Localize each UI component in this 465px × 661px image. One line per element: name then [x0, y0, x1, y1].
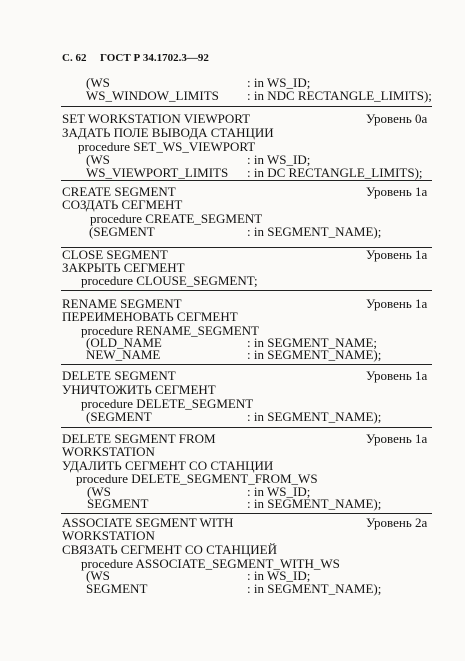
param-name: SEGMENT [87, 496, 149, 511]
param-type: : in WS_ID; [247, 568, 311, 583]
section-title-en: WORKSTATION [62, 444, 155, 459]
param-name: (WS [86, 152, 110, 167]
param-type: : in SEGMENT_NAME); [247, 496, 382, 511]
param-name: (OLD_NAME [86, 335, 162, 350]
section-divider [61, 364, 432, 365]
section-title-en: DELETE SEGMENT FROM [62, 431, 216, 446]
param-name: SEGMENT [86, 581, 148, 596]
param-type: : in NDC RECTANGLE_LIMITS); [247, 88, 432, 103]
param-type: : in DC RECTANGLE_LIMITS); [247, 165, 423, 180]
section-divider [61, 106, 432, 107]
param-type: : in SEGMENT_NAME); [247, 409, 382, 424]
section-divider [61, 427, 432, 428]
param-name: (WS [86, 75, 110, 90]
level-label: Уровень 0а [366, 111, 428, 126]
param-type: : in SEGMENT_NAME); [247, 347, 382, 362]
level-label: Уровень 1а [366, 296, 428, 311]
procedure-declaration: procedure CREATE_SEGMENT [90, 211, 263, 226]
level-label: Уровень 1а [366, 368, 428, 383]
section-title-en: DELETE SEGMENT [62, 368, 176, 383]
section-title-ru: СВЯЗАТЬ СЕГМЕНТ СО СТАНЦИЕЙ [62, 542, 277, 557]
section-title-en: CLOSE SEGMENT [62, 247, 168, 262]
section-title-ru: СОЗДАТЬ СЕГМЕНТ [62, 197, 183, 212]
procedure-declaration: procedure DELETE_SEGMENT_FROM_WS [76, 471, 318, 486]
param-name: WS_VIEWPORT_LIMITS [86, 165, 229, 180]
param-type: : in SEGMENT_NAME); [247, 581, 382, 596]
section-title-ru: ЗАКРЫТЬ СЕГМЕНТ [62, 260, 185, 275]
level-label: Уровень 1а [366, 247, 428, 262]
procedure-declaration: procedure DELETE_SEGMENT [81, 396, 254, 411]
section-title-ru: ПЕРЕИМЕНОВАТЬ СЕГМЕНТ [62, 309, 238, 324]
section-title-ru: УНИЧТОЖИТЬ СЕГМЕНТ [62, 382, 216, 397]
section-title-en: ASSOCIATE SEGMENT WITH [62, 515, 234, 530]
standard-number: ГОСТ Р 34.1702.3—92 [100, 52, 209, 64]
page-number: С. 62 [62, 52, 87, 64]
param-name: (WS [86, 568, 110, 583]
param-name: WS_WINDOW_LIMITS [86, 88, 219, 103]
param-name: (SEGMENT [89, 224, 155, 239]
param-type: : in SEGMENT_NAME); [247, 224, 382, 239]
param-type: : in SEGMENT_NAME; [247, 335, 377, 350]
param-type: : in WS_ID; [247, 75, 311, 90]
param-type: : in WS_ID; [247, 152, 311, 167]
level-label: Уровень 2а [366, 515, 428, 530]
section-title-en: WORKSTATION [62, 528, 155, 543]
section-divider [61, 180, 432, 181]
section-title-en: CREATE SEGMENT [62, 184, 176, 199]
section-title-en: SET WORKSTATION VIEWPORT [62, 111, 251, 126]
param-name: (WS [87, 484, 111, 499]
section-title-en: RENAME SEGMENT [62, 296, 182, 311]
procedure-declaration: procedure ASSOCIATE_SEGMENT_WITH_WS [81, 556, 340, 571]
param-name: (SEGMENT [86, 409, 152, 424]
section-divider [61, 513, 432, 514]
param-name: NEW_NAME [86, 347, 161, 362]
procedure-declaration: procedure CLOUSE_SEGMENT; [81, 273, 258, 288]
procedure-declaration: procedure RENAME_SEGMENT [81, 323, 259, 338]
procedure-declaration: procedure SET_WS_VIEWPORT [78, 139, 256, 154]
level-label: Уровень 1а [366, 184, 428, 199]
level-label: Уровень 1а [366, 431, 428, 446]
param-type: : in WS_ID; [247, 484, 311, 499]
section-divider [61, 290, 432, 291]
section-title-ru: УДАЛИТЬ СЕГМЕНТ СО СТАНЦИИ [62, 458, 274, 473]
section-title-ru: ЗАДАТЬ ПОЛЕ ВЫВОДА СТАНЦИИ [62, 125, 274, 140]
